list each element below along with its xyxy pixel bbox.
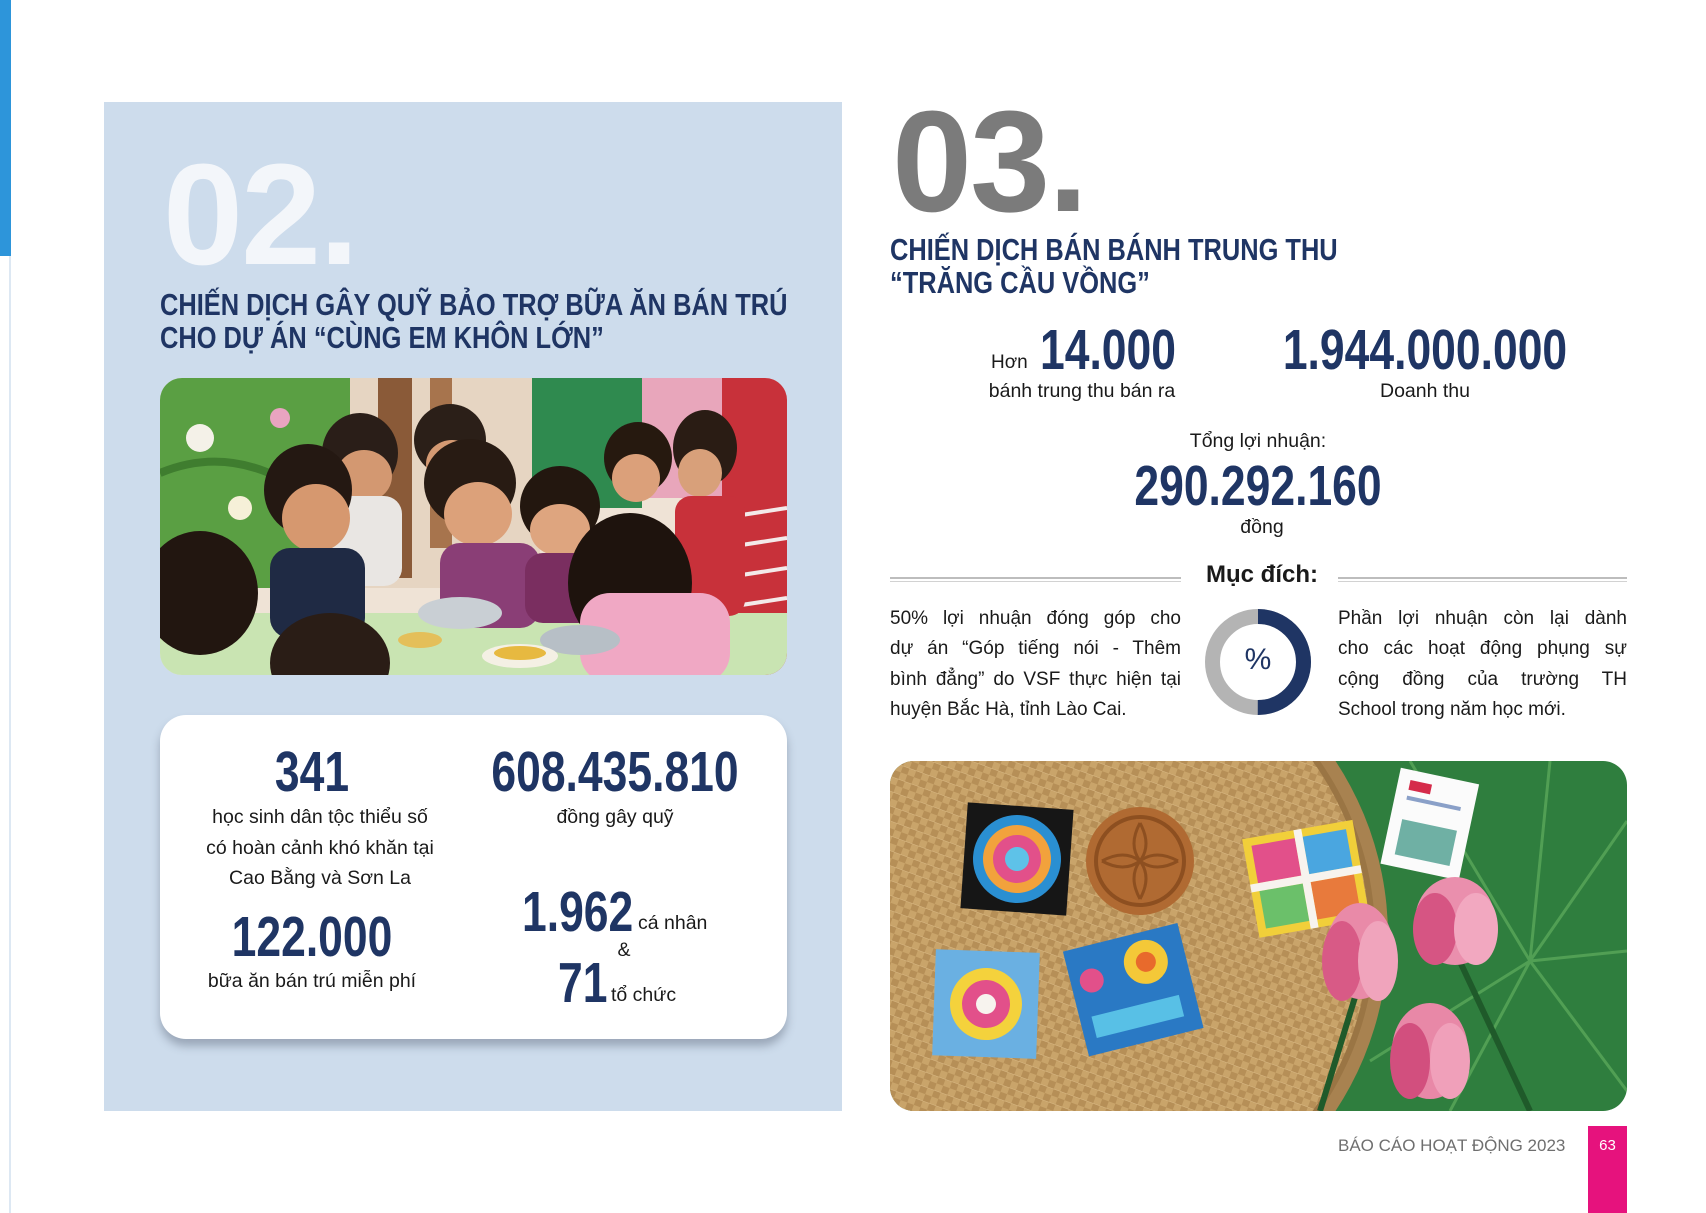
purpose-left-line: dự án “Góp tiếng nói - Thêm	[890, 638, 1181, 660]
funds-raised-label: đồng gây quỹ	[556, 806, 674, 828]
purpose-divider-right	[1338, 577, 1627, 582]
students-label-line: có hoàn cảnh khó khăn tại	[206, 836, 434, 859]
cakes-sold-label: bánh trung thu bán ra	[988, 380, 1176, 402]
report-title-footer: BÁO CÁO HOẠT ĐỘNG 2023	[1338, 1136, 1566, 1155]
revenue-label: Doanh thu	[1380, 380, 1470, 402]
section-number-03: 03.	[892, 81, 1087, 242]
purpose-left-text	[890, 604, 1181, 726]
section-02-title-line-2: CHO DỰ ÁN “CÙNG EM KHÔN LỚN”	[160, 320, 604, 355]
total-profit-unit: đồng	[1240, 516, 1284, 538]
section-03-title	[890, 233, 1338, 299]
purpose-left-line: 50% lợi nhuận đóng góp cho	[890, 608, 1181, 629]
page-number: 63	[1599, 1137, 1616, 1154]
section-number-02: 02.	[163, 134, 358, 295]
fundraising-panel	[104, 102, 842, 1111]
purpose-right-line: cho các hoạt động phụng sự	[1338, 638, 1627, 660]
cakes-sold-count: 14.000	[1040, 318, 1176, 382]
total-profit-amount: 290.292.160	[1134, 454, 1382, 518]
revenue-amount: 1.944.000.000	[1282, 318, 1568, 382]
gift-box	[932, 949, 1040, 1059]
free-meals-label: bữa ăn bán trú miễn phí	[207, 970, 417, 992]
mooncake-gift-photo	[890, 761, 1627, 1111]
left-accent-bar	[0, 0, 11, 256]
purpose-right-line: Phần lợi nhuận còn lại dành	[1338, 608, 1627, 629]
left-edge-line	[9, 256, 11, 1213]
page-number-tab	[1588, 1126, 1627, 1213]
fundraising-stats-card	[160, 715, 787, 1039]
students-count: 341	[274, 740, 350, 804]
children-meal-photo	[160, 378, 787, 675]
purpose-left-line: huyện Bắc Hà, tỉnh Lào Cai.	[890, 699, 1127, 721]
section-03-title-line-2: “TRĂNG CẦU VỒNG”	[890, 265, 1150, 300]
students-label-line: học sinh dân tộc thiểu số	[212, 806, 428, 828]
purpose-right-line: cộng đồng của trường TH	[1338, 668, 1627, 690]
section-02-title	[160, 288, 787, 354]
purpose-heading: Mục đích:	[1206, 561, 1318, 588]
mooncake-gift-image	[890, 761, 1627, 1111]
children-meal-image	[160, 378, 787, 675]
purpose-right-line: School trong năm học mới.	[1338, 699, 1566, 721]
total-profit-label: Tổng lợi nhuận:	[1189, 430, 1327, 452]
percent-symbol: %	[1244, 643, 1272, 676]
gift-box	[960, 802, 1073, 915]
cakes-sold-prefix: Hơn	[991, 352, 1028, 373]
purpose-right-text	[1338, 604, 1627, 726]
organization-donors-count: 71	[558, 951, 608, 1015]
organization-donors-label: tổ chức	[611, 984, 677, 1006]
ampersand: &	[617, 939, 631, 961]
mooncake	[1086, 807, 1194, 915]
students-label	[206, 802, 434, 894]
percent-donut-icon	[1205, 609, 1311, 715]
funds-raised-amount: 608.435.810	[491, 740, 739, 804]
individual-donors-label: cá nhân	[638, 912, 708, 934]
purpose-divider-left	[890, 577, 1181, 582]
individual-donors-count: 1.962	[522, 880, 634, 944]
students-label-line: Cao Bằng và Sơn La	[229, 867, 411, 889]
section-03-title-line-1: CHIẾN DỊCH BÁN BÁNH TRUNG THU	[890, 232, 1338, 267]
purpose-left-line: bình đẳng” do VSF thực hiện tại	[890, 668, 1181, 690]
free-meals-count: 122.000	[231, 905, 393, 969]
section-02-title-line-1: CHIẾN DỊCH GÂY QUỸ BẢO TRỢ BỮA ĂN BÁN TRÚ	[160, 287, 788, 322]
